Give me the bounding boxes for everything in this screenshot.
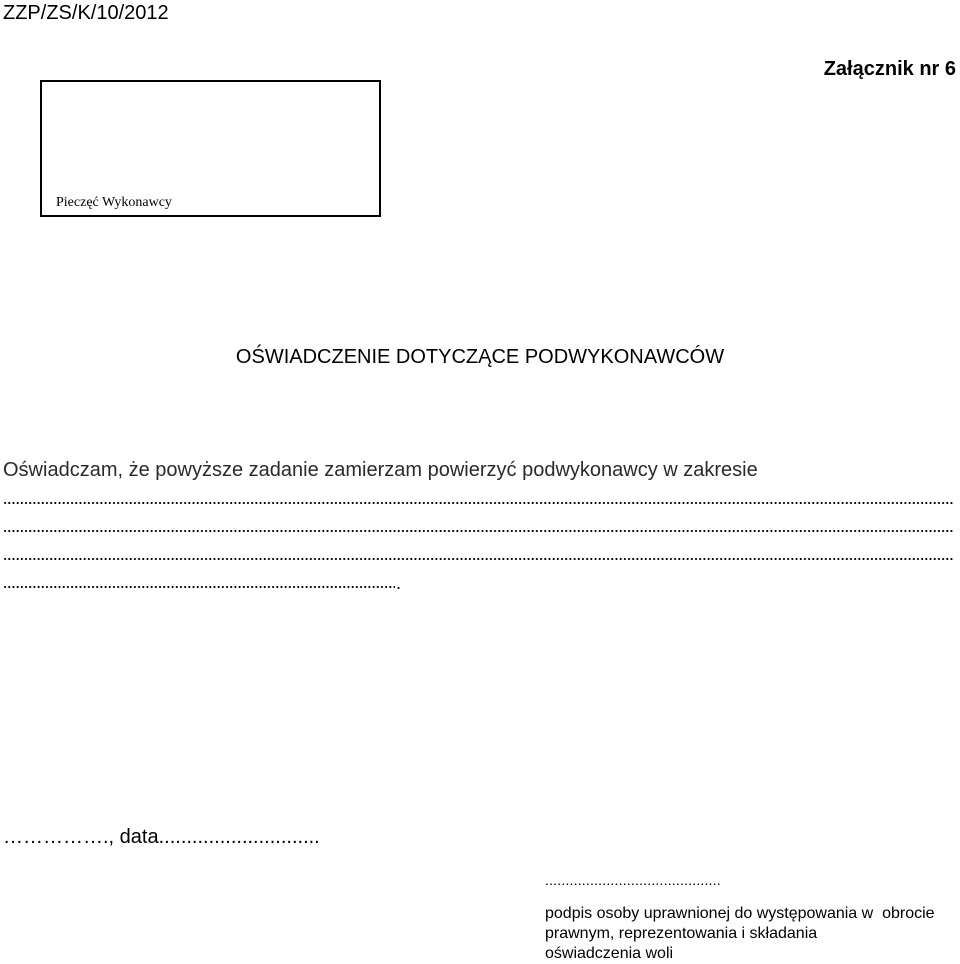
place-date-field: ……………., data.............................	[3, 826, 320, 848]
signature-line: ...........................................	[545, 872, 721, 888]
annex-label: Załącznik nr 6	[823, 58, 956, 80]
signature-caption-line: oświadczenia woli	[545, 945, 674, 962]
signature-caption-line: podpis osoby uprawnionej do występowania w obrocie	[545, 905, 935, 922]
fill-in-line	[3, 556, 953, 562]
fill-in-line-end: .	[396, 573, 402, 593]
document-title: OŚWIADCZENIE DOTYCZĄCE PODWYKONAWCÓW	[235, 346, 725, 368]
fill-in-line	[3, 584, 395, 590]
signature-caption-line: prawnym, reprezentowania i składania	[545, 925, 818, 942]
contractor-stamp-box	[40, 80, 381, 217]
fill-in-line	[3, 528, 953, 534]
fill-in-line	[3, 500, 953, 506]
stamp-label: Pieczęć Wykonawcy	[56, 195, 172, 210]
statement-text: Oświadczam, że powyższe zadanie zamierzam powierzyć podwykonawcy w zakresie	[3, 459, 758, 481]
reference-number: ZZP/ZS/K/10/2012	[3, 2, 169, 24]
signature-caption	[545, 904, 955, 964]
